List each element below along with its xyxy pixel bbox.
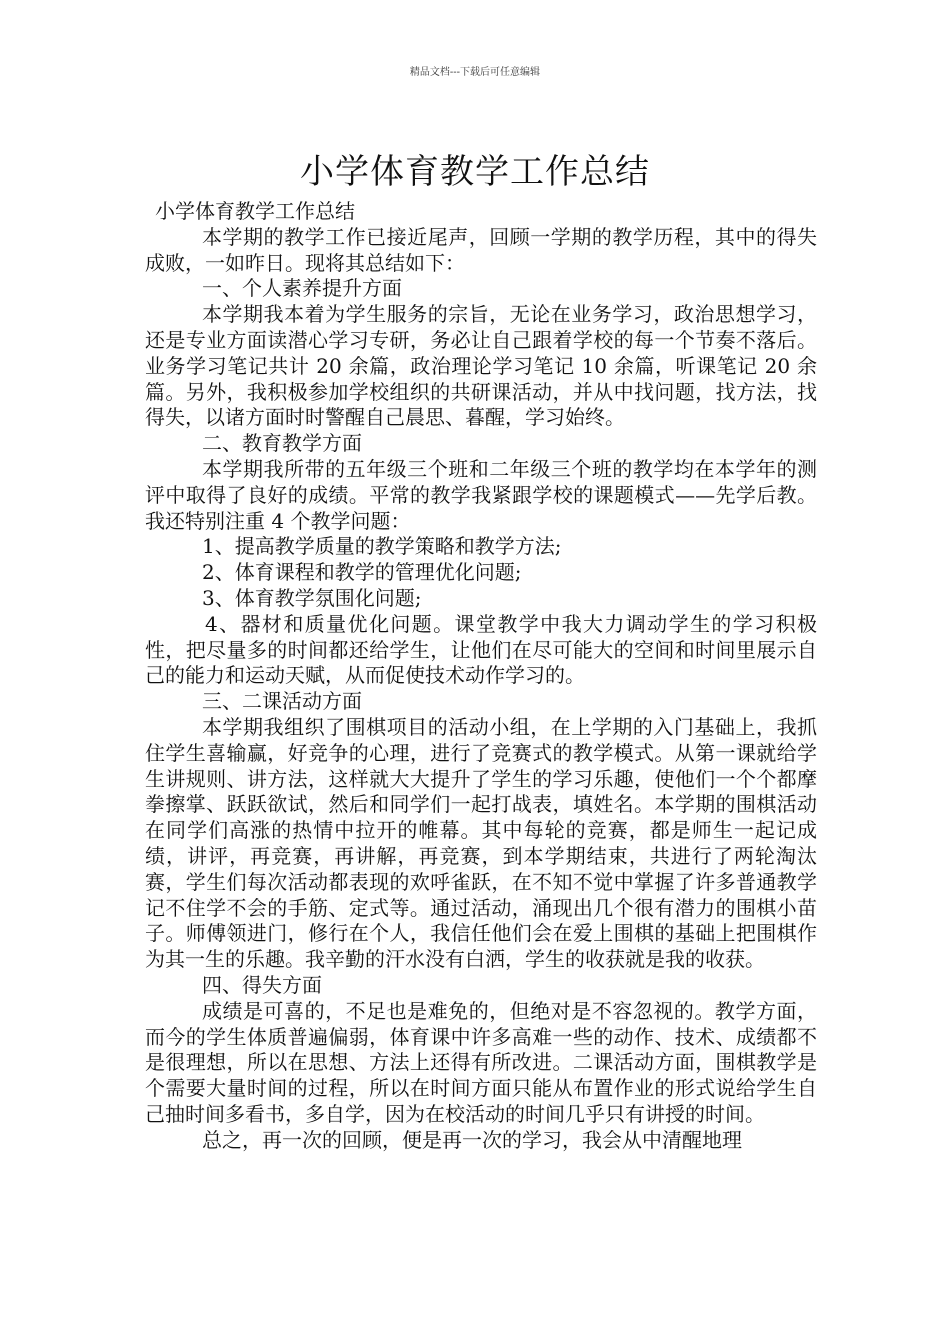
intro-paragraph: 本学期的教学工作已接近尾声，回顾一学期的教学历程，其中的得失成败，一如昨日。现将其总结如下： (145, 224, 817, 275)
section-heading-3: 三、二课活动方面 (202, 689, 362, 714)
section-1-paragraph: 本学期我本着为学生服务的宗旨，无论在业务学习，政治思想学习，还是专业方面读潜心学习专研，务必让自己跟着学校的每一个节奏不落后。业务学习笔记共计 20 余篇，政治理论学习笔记 10 余篇，听课笔记 20 余篇。另外，我积极参加学校组织的共研课活动，并从中找问题，找方法，找得失，以诸方面时时警醒自己晨思、暮醒，学习始终。 (145, 302, 817, 430)
document-body (145, 199, 817, 1153)
header-note: 精品文档---下载后可任意编辑 (409, 67, 541, 78)
section-3-paragraph: 本学期我组织了围棋项目的活动小组，在上学期的入门基础上，我抓住学生喜输赢，好竞争的心理，进行了竞赛式的教学模式。从第一课就给学生讲规则、讲方法，这样就大大提升了学生的学习乐趣，使他们一个个都摩拳擦掌、跃跃欲试，然后和同学们一起打战表，填姓名。本学期的围棋活动在同学们高涨的热情中拉开的帷幕。其中每轮的竞赛，都是师生一起记成绩，讲评，再竞赛，再讲解，再竞赛，到本学期结束，共进行了两轮淘汰赛，学生们每次活动都表现的欢呼雀跃，在不知不觉中掌握了许多普通教学记不住学不会的手筋、定式等。通过活动，涌现出几个很有潜力的围棋小苗子。师傅领进门，修行在个人，我信任他们会在爱上围棋的基础上把围棋作为其一生的乐趣。我辛勤的汗水没有白洒，学生的收获就是我的收获。 (145, 714, 817, 972)
section-heading-2: 二、教育教学方面 (202, 431, 362, 456)
conclusion-paragraph: 总之，再一次的回顾，便是再一次的学习，我会从中清醒地理 (202, 1127, 742, 1152)
list-item-2: 2、体育课程和教学的管理优化问题; (202, 560, 522, 585)
list-item-4: 4、器材和质量优化问题。课堂教学中我大力调动学生的学习积极性，把尽量多的时间都还给学生，让他们在尽可能大的空间和时间里展示自己的能力和运动天赋，从而促使技术动作学习的。 (145, 611, 817, 688)
section-2-paragraph: 本学期我所带的五年级三个班和二年级三个班的教学均在本学年的测评中取得了良好的成绩。平常的教学我紧跟学校的课题模式——先学后教。我还特别注重 4 个教学问题： (145, 456, 817, 533)
list-item-1: 1、提高教学质量的教学策略和教学方法; (202, 534, 562, 559)
body-subtitle: 小学体育教学工作总结 (155, 199, 355, 223)
section-heading-1: 一、个人素养提升方面 (202, 276, 402, 301)
list-item-3: 3、体育教学氛围化问题; (202, 585, 422, 610)
section-4-paragraph: 成绩是可喜的，不足也是难免的，但绝对是不容忽视的。教学方面，而今的学生体质普遍偏弱，体育课中许多高难一些的动作、技术、成绩都不是很理想，所以在思想、方法上还得有所改进。二课活动方面，围棋教学是个需要大量时间的过程，所以在时间方面只能从布置作业的形式说给学生自己抽时间多看书，多自学，因为在校活动的时间几乎只有讲授的时间。 (145, 998, 817, 1126)
section-heading-4: 四、得失方面 (202, 972, 322, 997)
document-title: 小学体育教学工作总结 (300, 151, 650, 192)
